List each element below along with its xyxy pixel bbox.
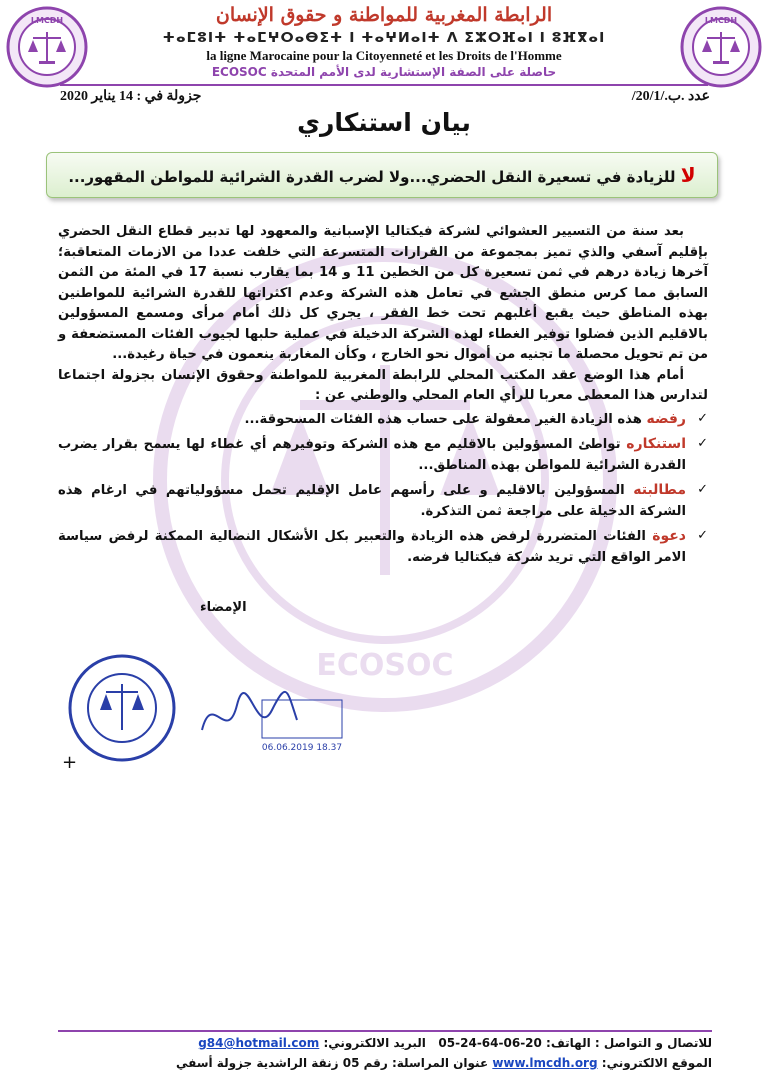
point-keyword: دعوة xyxy=(652,528,686,544)
header-divider xyxy=(60,84,708,86)
checkmark-icon: ✓ xyxy=(697,436,708,451)
organization-name-french: la ligne Marocaine pour la Citoyenneté et les Droits de l'Homme xyxy=(206,48,562,63)
point-keyword: مطالبته xyxy=(633,482,686,498)
document-date: جزولة في : 14 يناير 2020 xyxy=(60,89,202,104)
list-item xyxy=(58,434,708,476)
point-keyword: استنكاره xyxy=(626,436,686,452)
website-label: الموقع الالكتروني: xyxy=(601,1056,712,1070)
point-text: المسؤولين بالاقليم و على رأسهم عامل الإقليم تحمل مسؤولياتهم في ارغام هذه الشركة الدخيلة على مراجعة ثمن التذكرة. xyxy=(58,483,686,519)
contact-phone: للاتصال و التواصل : الهاتف: 20-06-64-24-05 xyxy=(438,1036,712,1050)
body-paragraph-2: أمام هذا الوضع عقد المكتب المحلي للرابطة المغربية للمواطنة وحقوق الإنسان بجزولة اجتماعا لتدارس هذا المعطى معربا للرأي العام المحلي والوطني عن : xyxy=(58,367,708,403)
website-link[interactable]: www.lmcdh.org xyxy=(492,1056,598,1070)
footer-divider xyxy=(58,1030,712,1032)
footer-contact-line xyxy=(58,1036,712,1050)
organization-name-tifinagh: ⵜⴰⵎⵓⵏⵜ ⵜⴰⵎⵖⵔⴰⴱⵉⵜ ⵏ ⵜⴰⵖⵍⴰⵏⵜ ⴷ ⵉⵣⵔⴼⴰⵏ ⵏ ⵓⴼⴳⴰⵏ xyxy=(162,30,606,46)
document-reference: عدد .ب./20/1/ xyxy=(631,89,710,104)
plus-mark-icon: + xyxy=(62,752,78,773)
headline-banner xyxy=(46,152,718,198)
demands-list xyxy=(58,409,708,569)
organization-logo-right xyxy=(680,6,762,88)
organization-logo-left xyxy=(6,6,88,88)
stamp-timestamp: 06.06.2019 18.37 xyxy=(261,743,343,753)
point-text: تواطئ المسؤولين بالاقليم مع هذه الشركة وتوفيرهم أي غطاء لها يسمح بقرار يضرب القدرة الشرائية للمواطن بهذه المناطق... xyxy=(58,437,686,473)
checkmark-icon: ✓ xyxy=(697,410,708,426)
banner-negation: لا xyxy=(680,163,696,187)
point-text: هذه الزيادة الغير معقولة على حساب هذه الفئات المسحوقة... xyxy=(244,411,647,427)
email-label: البريد الالكتروني: xyxy=(323,1036,426,1050)
email-link[interactable]: g84@hotmail.com xyxy=(198,1036,320,1050)
logo-right-text: LMCDH xyxy=(704,16,738,25)
statement-body xyxy=(58,222,708,572)
watermark-text: ECOSOC xyxy=(316,648,454,683)
checkmark-icon: ✓ xyxy=(697,482,708,497)
footer-address-line xyxy=(58,1056,712,1070)
document-title: بيان استنكاري xyxy=(297,108,471,137)
signature-label: الإمضاء xyxy=(200,600,247,615)
list-item xyxy=(58,526,708,568)
banner-text: للزيادة في تسعيرة النقل الحضري...ولا لضرب القدرة الشرائية للمواطن المقهور... xyxy=(68,168,681,186)
point-keyword: رفضه xyxy=(646,410,686,427)
organization-name-arabic: الرابطة المغربية للمواطنة و حقوق الإنسان xyxy=(215,4,553,26)
logo-left-text: LMCDH xyxy=(30,16,64,25)
body-paragraph-1: بعد سنة من التسيير العشوائي لشركة فيكتاليا الإسبانية والمعهود لها تدبير قطاع النقل الحضري بإقليم آسفي والذي تميز بمجموعة من القرارات المتسرعة التي خلفت عددا من الازمات المتعاقبة؛ آخرها زيادة درهم في ثمن تسعيرة كل من الخطين 11 و 14 بما يقارب نسبة 17 في المئة من الثمن السابق مما كرس منطق الجشع في تعامل هذه الشركة وعدم اكثراتها للقدرة الشرائية للمواطنين بهذه المناطق حيث يقبع أغلبهم تحت خط الفقر ، يجري كل ذلك أمام مرأى ومسمع المسؤولين بالاقليم الذين فضلوا توفير الغطاء لهذه الشركة الدخيلة في عملية حلبها لجيوب الفئات المستضعفة و من تم تحويل محصلة ما تجنيه من أموال نحو الخارج ، وكأن المغاربة ينعمون في حياة رغيدة... xyxy=(58,224,708,362)
postal-address: عنوان المراسلة: رقم 05 زنقة الراشدية جزولة أسفي xyxy=(175,1056,489,1070)
list-item xyxy=(58,480,708,522)
official-stamp xyxy=(62,650,392,770)
point-text: الفئات المتضررة لرفض هذه الزيادة والتعبير بكل الأشكال النضالية الممكنة لرفض سياسة الامر الواقع التي تريد شركة فيكتاليا فرضه. xyxy=(58,529,686,565)
list-item xyxy=(58,409,708,431)
checkmark-icon: ✓ xyxy=(697,528,708,543)
ecosoc-status: حاصلة على الصفة الإستشارية لدى الأمم المتحدة ECOSOC xyxy=(211,65,557,79)
